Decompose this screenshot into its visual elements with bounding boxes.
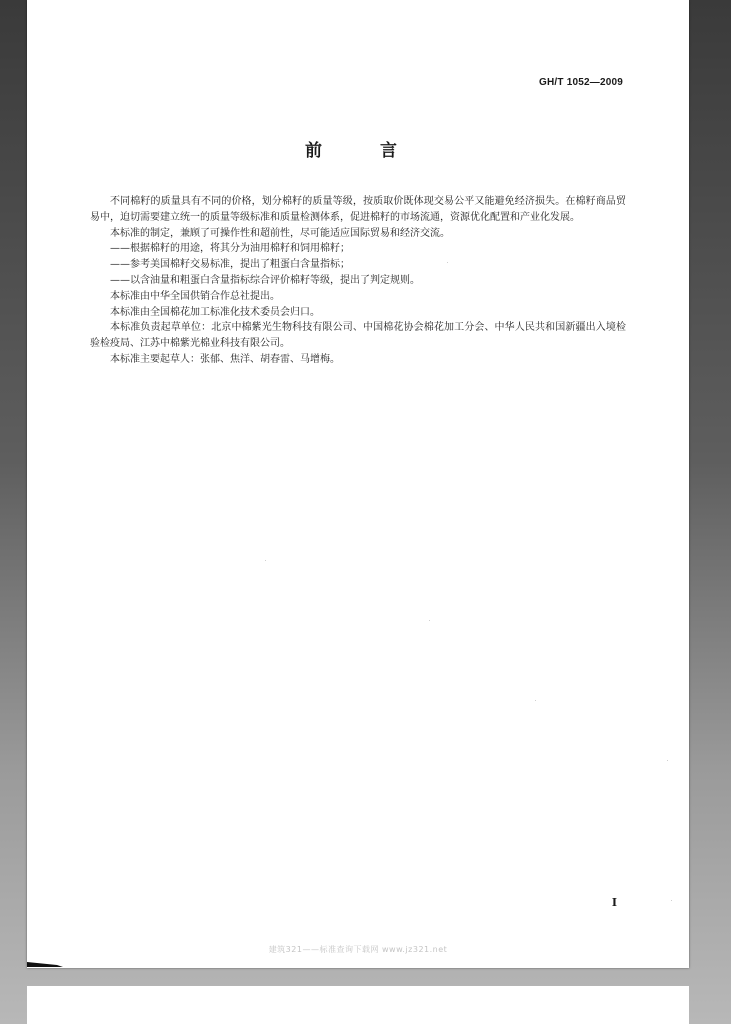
paragraph-1: 不同棉籽的质量具有不同的价格，划分棉籽的质量等级，按质取价既体现交易公平又能避免经济损失。在棉籽商品贸易中，迫切需要建立统一的质量等级标准和质量检测体系，促进棉籽的市场流通，资源优化配置和产业化发展。 — [90, 196, 626, 223]
paragraph-8: 本标准负责起草单位：北京中棉紫光生物科技有限公司、中国棉花协会棉花加工分会、中华人民共和国新疆出入境检验检疫局、江苏中棉紫光棉业科技有限公司。 — [90, 322, 626, 350]
scan-speck — [447, 262, 448, 263]
foreword-body — [90, 194, 626, 368]
scan-speck — [429, 620, 430, 621]
next-page-edge — [27, 986, 689, 1024]
page-heading: 前 言 — [305, 141, 423, 161]
scan-speck — [671, 900, 672, 901]
scan-speck — [265, 560, 266, 561]
paragraph-3: ——根据棉籽的用途，将其分为油用棉籽和饲用棉籽； — [110, 243, 350, 255]
standard-code: GH/T 1052—2009 — [539, 77, 623, 88]
watermark-text: 建筑321——标准查询下载网 www.jz321.net — [268, 945, 448, 954]
paragraph-7: 本标准由全国棉花加工标准化技术委员会归口。 — [110, 306, 320, 318]
scan-artifact — [27, 960, 67, 968]
page-number: I — [611, 896, 617, 909]
paragraph-6: 本标准由中华全国供销合作总社提出。 — [110, 290, 280, 302]
paragraph-2: 本标准的制定，兼顾了可操作性和超前性，尽可能适应国际贸易和经济交流。 — [110, 227, 450, 239]
paragraph-5: ——以含油量和粗蛋白含量指标综合评价棉籽等级，提出了判定规则。 — [110, 274, 420, 286]
scan-speck — [667, 760, 668, 761]
document-page — [27, 0, 689, 968]
paragraph-9: 本标准主要起草人：张郁、焦洋、胡春雷、马增梅。 — [110, 353, 340, 365]
scan-speck — [535, 700, 536, 701]
paragraph-4: ——参考美国棉籽交易标准，提出了粗蛋白含量指标； — [110, 259, 350, 271]
